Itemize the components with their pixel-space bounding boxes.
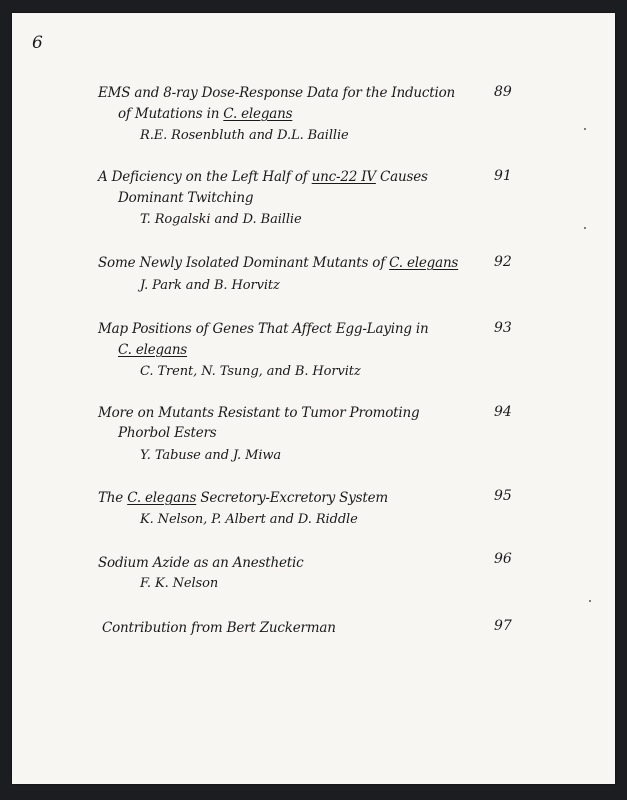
paper-sheet: [12, 13, 615, 784]
entry-title-line-1: [98, 169, 428, 185]
entry-page-number: 97: [494, 618, 512, 634]
species-name: C. elegans: [389, 255, 459, 271]
entry-title-line-2: Dominant Twitching: [118, 190, 254, 206]
title-text: Causes: [375, 169, 428, 185]
entry-authors: K. Nelson, P. Albert and D. Riddle: [140, 512, 358, 527]
page-number: 6: [32, 33, 43, 53]
entry-title-line-1: [98, 490, 388, 506]
entry-authors: C. Trent, N. Tsung, and B. Horvitz: [140, 364, 361, 379]
gene-name: unc-22 IV: [311, 169, 376, 185]
entry-page-number: 95: [494, 488, 512, 504]
entry-authors: J. Park and B. Horvitz: [140, 278, 280, 293]
entry-page-number: 96: [494, 551, 512, 567]
entry-authors: Y. Tabuse and J. Miwa: [140, 448, 282, 463]
entry-authors: R.E. Rosenbluth and D.L. Baillie: [140, 128, 349, 143]
entry-title-line-1: Contribution from Bert Zuckerman: [102, 620, 336, 636]
entry-title-line-1: Map Positions of Genes That Affect Egg-Laying in: [98, 321, 429, 337]
scan-speck: [584, 128, 586, 130]
species-name: C. elegans: [118, 342, 188, 358]
entry-page-number: 93: [494, 320, 512, 336]
title-text: Secretory-Excretory System: [196, 490, 388, 506]
species-name: C. elegans: [127, 490, 197, 506]
title-text: The: [98, 490, 128, 506]
entry-authors: F. K. Nelson: [140, 576, 219, 591]
entry-title-line-2: Phorbol Esters: [118, 425, 217, 441]
title-text: of Mutations in: [118, 106, 224, 122]
entry-page-number: 94: [494, 404, 512, 420]
entry-title-line-2: [118, 106, 292, 122]
entry-title-line-1: Sodium Azide as an Anesthetic: [98, 555, 304, 571]
entry-page-number: 89: [494, 84, 512, 100]
entry-page-number: 91: [494, 168, 512, 184]
entry-authors: T. Rogalski and D. Baillie: [140, 212, 302, 227]
entry-page-number: 92: [494, 254, 512, 270]
title-text: A Deficiency on the Left Half of: [98, 169, 312, 185]
entry-title-line-1: [98, 255, 458, 271]
species-name: C. elegans: [223, 106, 293, 122]
entry-title-line-2: [118, 342, 187, 358]
title-text: Some Newly Isolated Dominant Mutants of: [98, 255, 390, 271]
entry-title-line-1: EMS and 8-ray Dose-Response Data for the Induction: [98, 85, 456, 101]
scan-speck: [589, 600, 591, 602]
entry-title-line-1: More on Mutants Resistant to Tumor Promoting: [98, 405, 420, 421]
scan-speck: [584, 227, 586, 229]
